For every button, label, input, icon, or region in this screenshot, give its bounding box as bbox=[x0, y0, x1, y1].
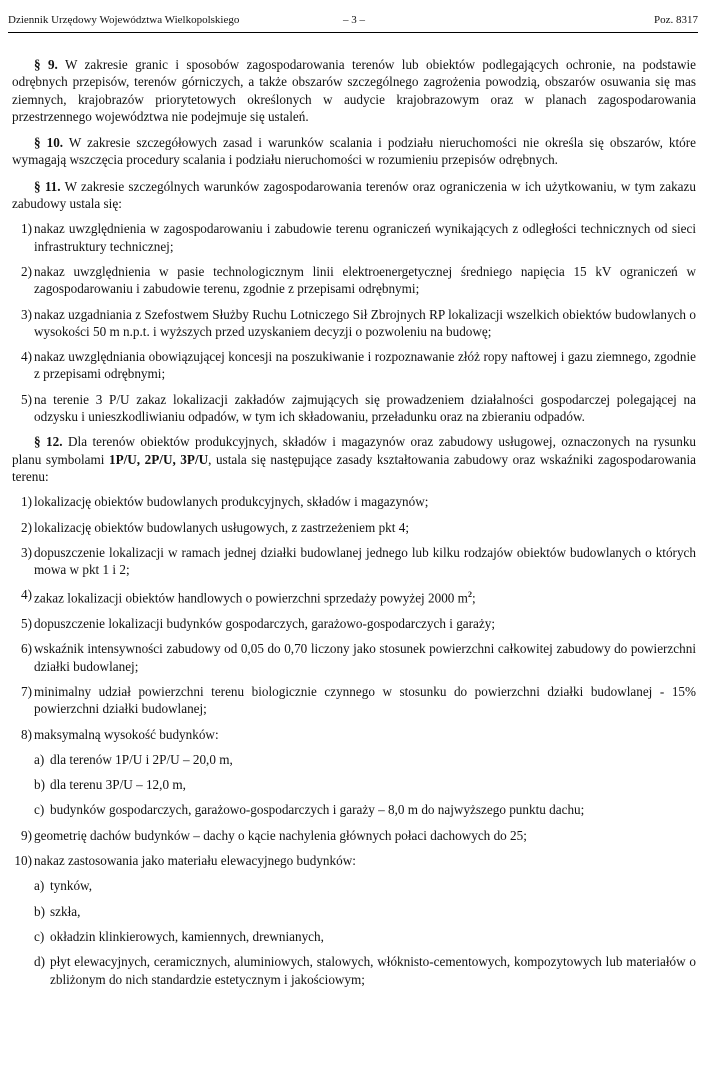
list-text: zakaz lokalizacji obiektów handlowych o powierzchni sprzedaży powyżej 2000 m bbox=[34, 590, 468, 606]
list-text: lokalizację obiektów budowlanych produkcyjnych, składów i magazynów; bbox=[34, 494, 429, 510]
paragraph-text: , ustala się następujące zasady kształtowania zabudowy oraz wskaźniki zagospodarowania terenu: bbox=[12, 451, 696, 484]
list-item bbox=[12, 683, 696, 718]
plan-symbols: 1P/U, 2P/U, 3P/U bbox=[108, 451, 209, 467]
list-item bbox=[12, 348, 696, 383]
list-text: nakaz zastosowania jako materiału elewacyjnego budynków: bbox=[34, 853, 356, 869]
list-text: wskaźnik intensywności zabudowy od 0,05 do 0,70 liczony jako stosunek powierzchni całkowitej zabudowy do powierzchni działki budowlanej; bbox=[34, 641, 696, 674]
list-item bbox=[12, 493, 696, 510]
list-text: nakaz uzgadniania z Szefostwem Służby Ruchu Lotniczego Sił Zbrojnych RP lokalizacji wszelkich obiektów budowlanych o wysokości 50 m n.p.t. i wyższych przed uzyskaniem decyzji o pozwoleniu na budowę; bbox=[34, 306, 696, 339]
sub-list-letter: b) bbox=[34, 903, 45, 919]
list-number: 9) bbox=[21, 827, 32, 843]
paragraph-12-list bbox=[12, 493, 696, 988]
list-text: dopuszczenie lokalizacji w ramach jednej działki budowlanej jednego lub kilku rodzajów obiektów budowlanych o których mowa w pkt 1 i 2; bbox=[34, 544, 696, 578]
paragraph-text: W zakresie szczególnych warunków zagospodarowania terenów oraz ograniczenia w ich użytkowaniu, w tym zakazu zabudowy ustala się: bbox=[12, 178, 696, 212]
sub-list-text: dla terenu 3P/U – 12,0 m, bbox=[50, 777, 186, 793]
list-number: 7) bbox=[21, 684, 32, 699]
sub-list-item bbox=[34, 903, 696, 920]
list-number: 1) bbox=[21, 221, 32, 237]
list-text: lokalizację obiektów budowlanych usługowych, z zastrzeżeniem pkt 4; bbox=[34, 519, 409, 535]
list-number: 1) bbox=[21, 494, 32, 510]
paragraph-mark: § 10. bbox=[34, 135, 64, 151]
sub-list-item bbox=[34, 928, 696, 945]
list-text-tail: ; bbox=[471, 590, 476, 606]
paragraph-12 bbox=[12, 433, 696, 485]
paragraph-mark: § 12. bbox=[34, 434, 63, 450]
paragraph-11 bbox=[12, 178, 696, 213]
sub-list-item bbox=[34, 953, 696, 988]
sub-list-text: płyt elewacyjnych, ceramicznych, aluminiowych, stalowych, włóknisto-cementowych, kompozytowych lub materiałów o zbliżonym do nich standardzie estetycznym i jakościowym; bbox=[50, 954, 696, 987]
list-number: 3) bbox=[21, 544, 32, 560]
list-number: 3) bbox=[21, 306, 32, 322]
document-body bbox=[12, 56, 696, 996]
sub-list-letter: a) bbox=[34, 751, 45, 767]
list-number: 5) bbox=[21, 391, 32, 407]
list-number: 4) bbox=[21, 587, 32, 603]
sub-list-item bbox=[34, 801, 696, 818]
list-number: 10) bbox=[14, 853, 32, 869]
sub-list-letter: c) bbox=[34, 802, 45, 818]
list-number: 4) bbox=[21, 349, 32, 365]
paragraph-text: W zakresie szczegółowych zasad i warunków scalania i podziału nieruchomości nie określa się obszarów, które wymagają wszczęcia procedury scalania i podziału nieruchomości w rozumieniu przepisów odrębnych. bbox=[12, 135, 696, 168]
paragraph-mark: § 11. bbox=[34, 178, 61, 194]
list-item bbox=[12, 726, 696, 819]
superscript: 2 bbox=[467, 590, 472, 600]
sub-list-letter: d) bbox=[34, 954, 45, 970]
sub-list-text: dla terenów 1P/U i 2P/U – 20,0 m, bbox=[50, 751, 233, 767]
list-item bbox=[12, 827, 696, 844]
list-text: nakaz uwzględnienia w pasie technologicznym linii elektroenergetycznej średniego napięcia 15 kV ograniczeń w zagospodarowaniu i zabudowie terenu, zgodnie z przepisami odrębnymi; bbox=[34, 263, 696, 297]
sub-list bbox=[34, 877, 696, 987]
list-number: 2) bbox=[21, 519, 32, 535]
sub-list-text: szkła, bbox=[50, 903, 81, 919]
item-position: Poz. 8317 bbox=[654, 14, 698, 26]
list-item bbox=[12, 586, 696, 607]
journal-title: Dziennik Urzędowy Województwa Wielkopolskiego bbox=[8, 14, 240, 26]
list-item bbox=[12, 519, 696, 536]
sub-list-item bbox=[34, 877, 696, 894]
list-number: 8) bbox=[21, 726, 32, 742]
list-item bbox=[12, 306, 696, 341]
list-item bbox=[12, 615, 696, 632]
list-number: 2) bbox=[21, 263, 32, 279]
sub-list-letter: a) bbox=[34, 878, 45, 894]
list-text: maksymalną wysokość budynków: bbox=[34, 726, 219, 742]
paragraph-text: W zakresie granic i sposobów zagospodarowania terenów lub obiektów podlegających ochronie, na podstawie odrębnych przepisów, terenów górniczych, a także obszarów szczególnego zagrożenia powodzią, obszarów osuwania się mas ziemnych, krajobrazów priorytetowych określonych w audycie krajobrazowym oraz w planach zagospodarowania przestrzennego województwa nie podejmuje się ustaleń. bbox=[12, 57, 696, 124]
list-item bbox=[12, 263, 696, 298]
list-item bbox=[12, 391, 696, 426]
list-item bbox=[12, 852, 696, 988]
sub-list bbox=[34, 751, 696, 819]
list-text: nakaz uwzględniania obowiązującej koncesji na poszukiwanie i rozpoznawanie złóż ropy naftowej i gazu ziemnego, zgodnie z przepisami odrębnymi; bbox=[34, 349, 696, 382]
paragraph-11-list bbox=[12, 220, 696, 425]
list-item bbox=[12, 640, 696, 675]
list-item bbox=[12, 220, 696, 255]
page-number: – 3 – bbox=[343, 14, 365, 26]
sub-list-text: budynków gospodarczych, garażowo-gospodarczych i garaży – 8,0 m do najwyższego punktu dachu; bbox=[50, 802, 585, 818]
paragraph-10 bbox=[12, 134, 696, 169]
sub-list-letter: b) bbox=[34, 777, 45, 793]
list-number: 6) bbox=[21, 641, 32, 657]
sub-list-text: okładzin klinkierowych, kamiennych, drewnianych, bbox=[50, 928, 324, 944]
sub-list-item bbox=[34, 751, 696, 768]
list-text: nakaz uwzględnienia w zagospodarowaniu i zabudowie terenu ograniczeń wynikających z odległości technicznych od sieci infrastruktury technicznej; bbox=[34, 221, 696, 254]
paragraph-text: Dla terenów obiektów produkcyjnych, składów i magazynów oraz zabudowy usługowej, oznaczonych na rysunku planu symbolami bbox=[12, 434, 697, 467]
list-text: minimalny udział powierzchni terenu biologicznie czynnego w stosunku do powierzchni działki budowlanej - 15% powierzchni działki budowlanej; bbox=[34, 684, 696, 717]
paragraph-mark: § 9. bbox=[34, 57, 58, 72]
paragraph-9 bbox=[12, 56, 696, 125]
list-item bbox=[12, 544, 696, 579]
sub-list-text: tynków, bbox=[50, 878, 93, 894]
sub-list-letter: c) bbox=[34, 928, 45, 944]
page-header bbox=[8, 14, 698, 33]
list-number: 5) bbox=[21, 616, 32, 632]
list-text: dopuszczenie lokalizacji budynków gospodarczych, garażowo-gospodarczych i garaży; bbox=[34, 616, 496, 632]
list-text: na terenie 3 P/U zakaz lokalizacji zakładów zajmujących się prowadzeniem działalności gospodarczej polegającej na odzysku i unieszkodliwianiu odpadów, w tym ich składowaniu, przeładunku oraz na zbieraniu odpadów. bbox=[34, 391, 696, 425]
sub-list-item bbox=[34, 776, 696, 793]
list-text: geometrię dachów budynków – dachy o kącie nachylenia głównych połaci dachowych do 25; bbox=[34, 827, 527, 843]
